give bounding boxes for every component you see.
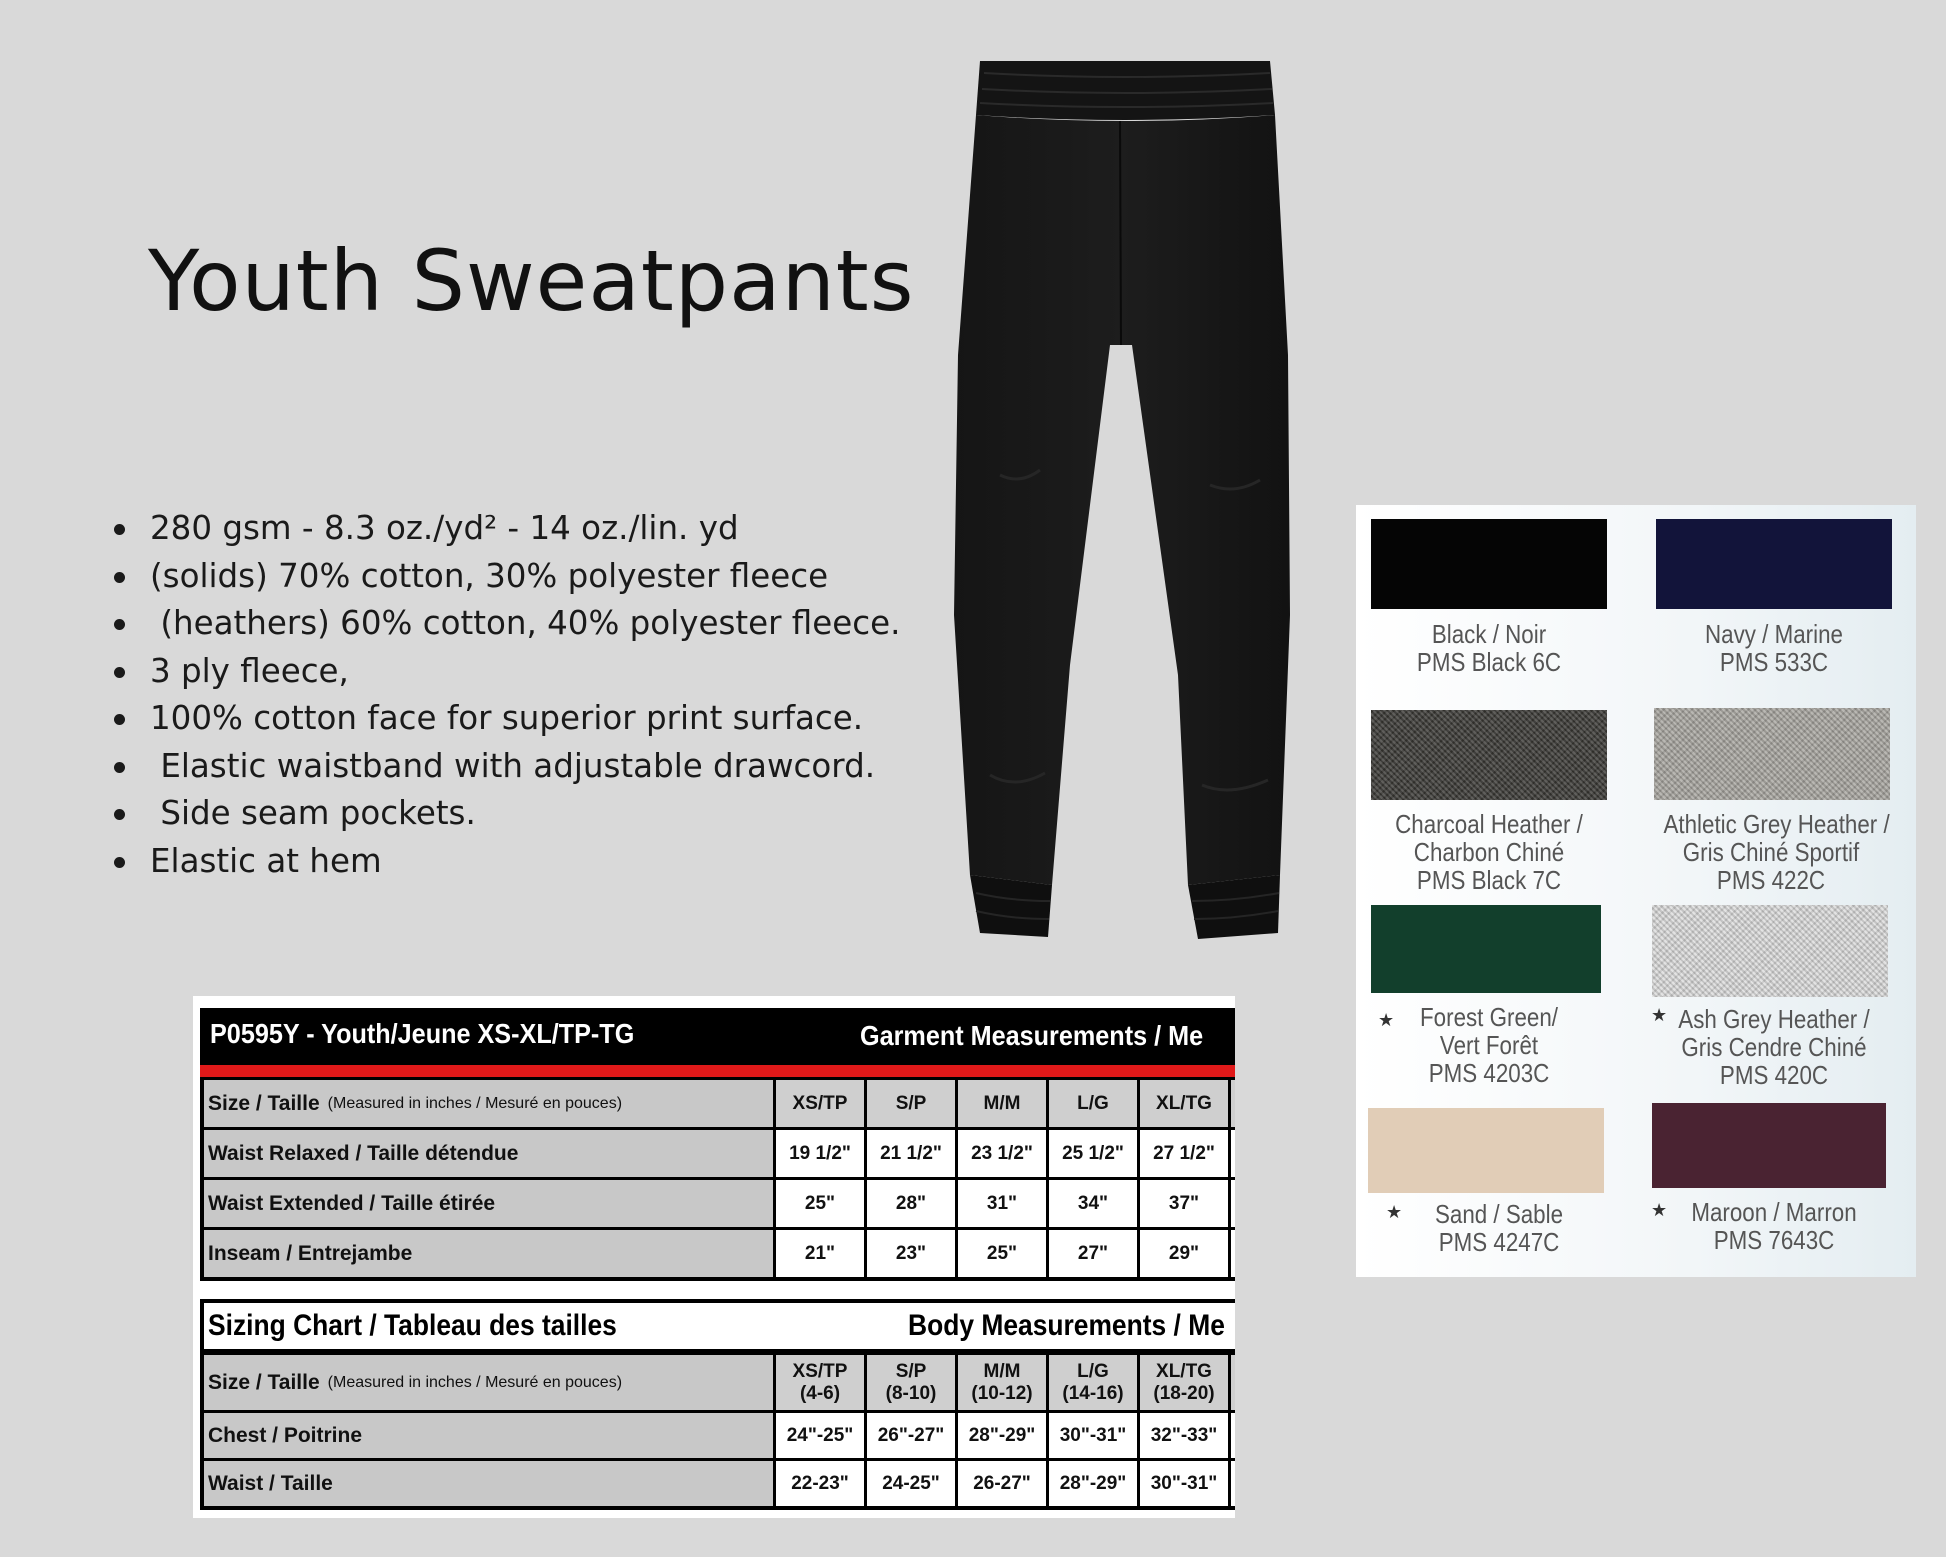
feature-item: 3 ply fleece, <box>112 648 900 696</box>
table-cell: 30"-31" <box>1140 1458 1231 1506</box>
row-label: Waist / Taille <box>204 1458 776 1506</box>
swatch-navy <box>1656 519 1892 609</box>
swatch-label-ash-grey-heather: Ash Grey Heather / Gris Cendre Chiné PMS 420C <box>1678 1004 1870 1090</box>
table-cell: 27" <box>1049 1227 1140 1277</box>
table-cell: 37" <box>1140 1177 1231 1227</box>
table-cell: 29" <box>1140 1227 1231 1277</box>
table-cell: 25" <box>958 1227 1049 1277</box>
table-cell: 23 1/2" <box>958 1127 1049 1177</box>
table-cell: 28"-29" <box>958 1410 1049 1458</box>
size-header: XS/TP <box>776 1077 867 1127</box>
size-header: S/P <box>867 1077 958 1127</box>
color-swatch-panel <box>1356 505 1916 1277</box>
feature-list <box>112 505 900 885</box>
table-cell: 28" <box>867 1177 958 1227</box>
table-cell: 24"-25" <box>776 1410 867 1458</box>
size-header: XL/TG <box>1140 1077 1231 1127</box>
swatch-black <box>1371 519 1607 609</box>
feature-item: Elastic waistband with adjustable drawcord. <box>112 743 900 791</box>
swatch-sand <box>1368 1108 1604 1193</box>
table-cell: 30"-31" <box>1049 1410 1140 1458</box>
feature-item: Side seam pockets. <box>112 790 900 838</box>
star-icon: ★ <box>1651 1200 1668 1220</box>
swatch-label-charcoal-heather: Charcoal Heather / Charbon Chiné PMS Black 7C <box>1395 809 1583 895</box>
size-header: M/M (10-12) <box>958 1352 1049 1410</box>
star-icon: ★ <box>1378 1010 1395 1030</box>
table-cell-cut <box>1231 1458 1235 1506</box>
table-cell-cut <box>1231 1127 1235 1177</box>
size-header-cut <box>1231 1077 1235 1127</box>
size-header-cut <box>1231 1352 1235 1410</box>
swatch-maroon <box>1652 1103 1886 1188</box>
table-cell: 28"-29" <box>1049 1458 1140 1506</box>
size-header: M/M <box>958 1077 1049 1127</box>
feature-item: 280 gsm - 8.3 oz./yd² - 14 oz./lin. yd <box>112 505 900 553</box>
swatch-label-black: Black / Noir PMS Black 6C <box>1416 619 1562 677</box>
table-cell: 24-25" <box>867 1458 958 1506</box>
swatch-forest-green <box>1371 905 1601 993</box>
swatch-label-maroon: Maroon / Marron PMS 7643C <box>1691 1197 1857 1255</box>
sweatpants-image <box>940 55 1300 950</box>
table-cell: 21 1/2" <box>867 1127 958 1177</box>
table-cell: 23" <box>867 1227 958 1277</box>
swatch-label-sand: Sand / Sable PMS 4247C <box>1434 1199 1564 1257</box>
size-header: L/G <box>1049 1077 1140 1127</box>
size-header: S/P (8-10) <box>867 1352 958 1410</box>
swatch-label-navy: Navy / Marine PMS 533C <box>1705 619 1843 677</box>
page-title: Youth Sweatpants <box>148 232 915 330</box>
table-cell: 21" <box>776 1227 867 1277</box>
size-chart <box>193 996 1235 1518</box>
row-label: Chest / Poitrine <box>204 1410 776 1458</box>
feature-item: (solids) 70% cotton, 30% polyester fleece <box>112 553 900 601</box>
table-cell-cut <box>1231 1177 1235 1227</box>
body-table-title: Sizing Chart / Tableau des tailles <box>208 1309 617 1342</box>
garment-table-title: P0595Y - Youth/Jeune XS-XL/TP-TG <box>210 1018 635 1049</box>
row-label: Inseam / Entrejambe <box>204 1227 776 1277</box>
body-table-header <box>200 1299 1235 1352</box>
size-header: XL/TG (18-20) <box>1140 1352 1231 1410</box>
size-header: L/G (14-16) <box>1049 1352 1140 1410</box>
body-table-subtitle: Body Measurements / Me <box>908 1309 1225 1342</box>
table-cell: 25 1/2" <box>1049 1127 1140 1177</box>
garment-table-subtitle: Garment Measurements / Me <box>860 1020 1204 1051</box>
row-label: Waist Relaxed / Taille détendue <box>204 1127 776 1177</box>
size-label-cell: Size / Taille (Measured in inches / Mesuré en pouces) <box>204 1077 776 1127</box>
feature-item: Elastic at hem <box>112 838 900 886</box>
feature-item: 100% cotton face for superior print surface. <box>112 695 900 743</box>
swatch-charcoal-heather <box>1371 710 1607 800</box>
table-cell: 25" <box>776 1177 867 1227</box>
row-label: Waist Extended / Taille étirée <box>204 1177 776 1227</box>
body-measurements-table <box>200 1299 1235 1510</box>
table-cell: 22-23" <box>776 1458 867 1506</box>
table-cell: 31" <box>958 1177 1049 1227</box>
table-cell: 32"-33" <box>1140 1410 1231 1458</box>
swatch-label-athletic-grey-heather: Athletic Grey Heather / Gris Chiné Sportif PMS 422C <box>1663 809 1890 895</box>
garment-measurements-table <box>200 1008 1235 1281</box>
swatch-label-forest-green: Forest Green/ Vert Forêt PMS 4203C <box>1420 1002 1558 1088</box>
table-cell: 26"-27" <box>867 1410 958 1458</box>
table-cell: 26-27" <box>958 1458 1049 1506</box>
garment-table-header <box>200 1008 1235 1077</box>
star-icon: ★ <box>1386 1202 1403 1222</box>
size-label-cell: Size / Taille (Measured in inches / Mesuré en pouces) <box>204 1352 776 1410</box>
table-cell-cut <box>1231 1227 1235 1277</box>
swatch-ash-grey-heather <box>1652 905 1888 997</box>
table-cell: 27 1/2" <box>1140 1127 1231 1177</box>
size-header: XS/TP (4-6) <box>776 1352 867 1410</box>
table-cell: 34" <box>1049 1177 1140 1227</box>
star-icon: ★ <box>1651 1005 1668 1025</box>
swatch-athletic-grey-heather <box>1654 708 1890 800</box>
table-cell: 19 1/2" <box>776 1127 867 1177</box>
feature-item: (heathers) 60% cotton, 40% polyester fleece. <box>112 600 900 648</box>
table-cell-cut <box>1231 1410 1235 1458</box>
